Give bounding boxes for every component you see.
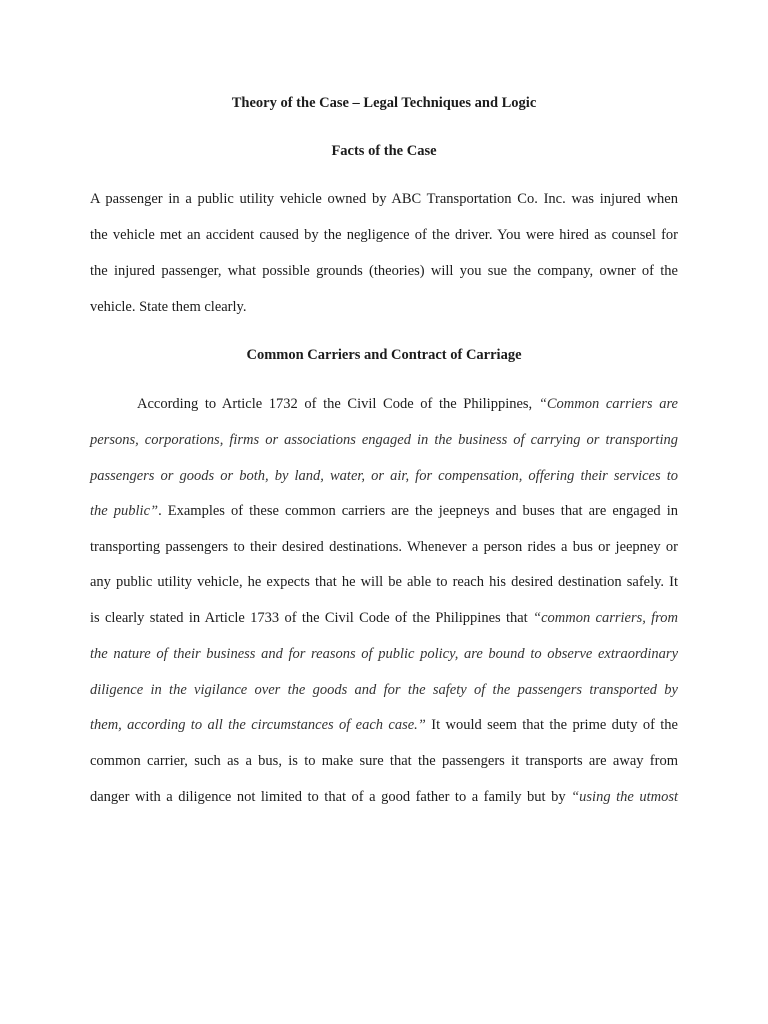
body-text: . Examples of these common carriers are the jeepneys and buses that are engaged in (158, 503, 678, 519)
paragraph-line (90, 430, 678, 450)
paragraph-line: the injured passenger, what possible grounds (theories) will you sue the company, owner of the (90, 263, 678, 279)
quoted-text: “Common carriers are (538, 396, 678, 412)
paragraph-line (90, 680, 678, 700)
paragraph-line (90, 715, 678, 735)
paragraph-line: common carrier, such as a bus, is to make sure that the passengers it transports are away from (90, 753, 678, 769)
quoted-text: persons, corporations, firms or associations engaged in the business of carrying or transporting (90, 432, 678, 448)
body-text: According to Article 1732 of the Civil Code of the Philippines, (137, 396, 539, 412)
section-heading-facts: Facts of the Case (331, 143, 437, 159)
body-text: danger with a diligence not limited to that of a good father to a family but by (90, 789, 572, 805)
quoted-text: “common carriers, from (533, 610, 678, 626)
paragraph-line (90, 501, 678, 521)
body-text: It would seem that the prime duty of the (425, 717, 678, 733)
paragraph-line (90, 466, 678, 486)
quoted-text: passengers or goods or both, by land, water, or air, for compensation, offering their services to (90, 468, 678, 484)
paragraph-line: vehicle. State them clearly. (90, 299, 247, 315)
section-heading-common-carriers: Common Carriers and Contract of Carriage (246, 347, 522, 363)
body-text: is clearly stated in Article 1733 of the Civil Code of the Philippines that (90, 610, 534, 626)
document-title: Theory of the Case – Legal Techniques and Logic (231, 95, 537, 111)
quoted-text: the public” (90, 503, 159, 519)
paragraph-line: any public utility vehicle, he expects that he will be able to reach his desired destination safely. It (90, 574, 678, 590)
quoted-text: them, according to all the circumstances of each case.” (90, 717, 426, 733)
paragraph-line: transporting passengers to their desired destinations. Whenever a person rides a bus or jeepney or (90, 539, 678, 555)
quoted-text: “using the utmost (571, 789, 678, 805)
paragraph-line (90, 644, 678, 664)
quoted-text: diligence in the vigilance over the goods and for the safety of the passengers transported by (90, 682, 678, 698)
paragraph-line (90, 787, 678, 807)
paragraph-line: the vehicle met an accident caused by the negligence of the driver. You were hired as counsel for (90, 227, 678, 243)
paragraph-line (137, 394, 678, 414)
paragraph-line: A passenger in a public utility vehicle owned by ABC Transportation Co. Inc. was injured when (90, 191, 678, 207)
paragraph-line (90, 608, 678, 628)
quoted-text: the nature of their business and for reasons of public policy, are bound to observe extraordinary (90, 646, 678, 662)
